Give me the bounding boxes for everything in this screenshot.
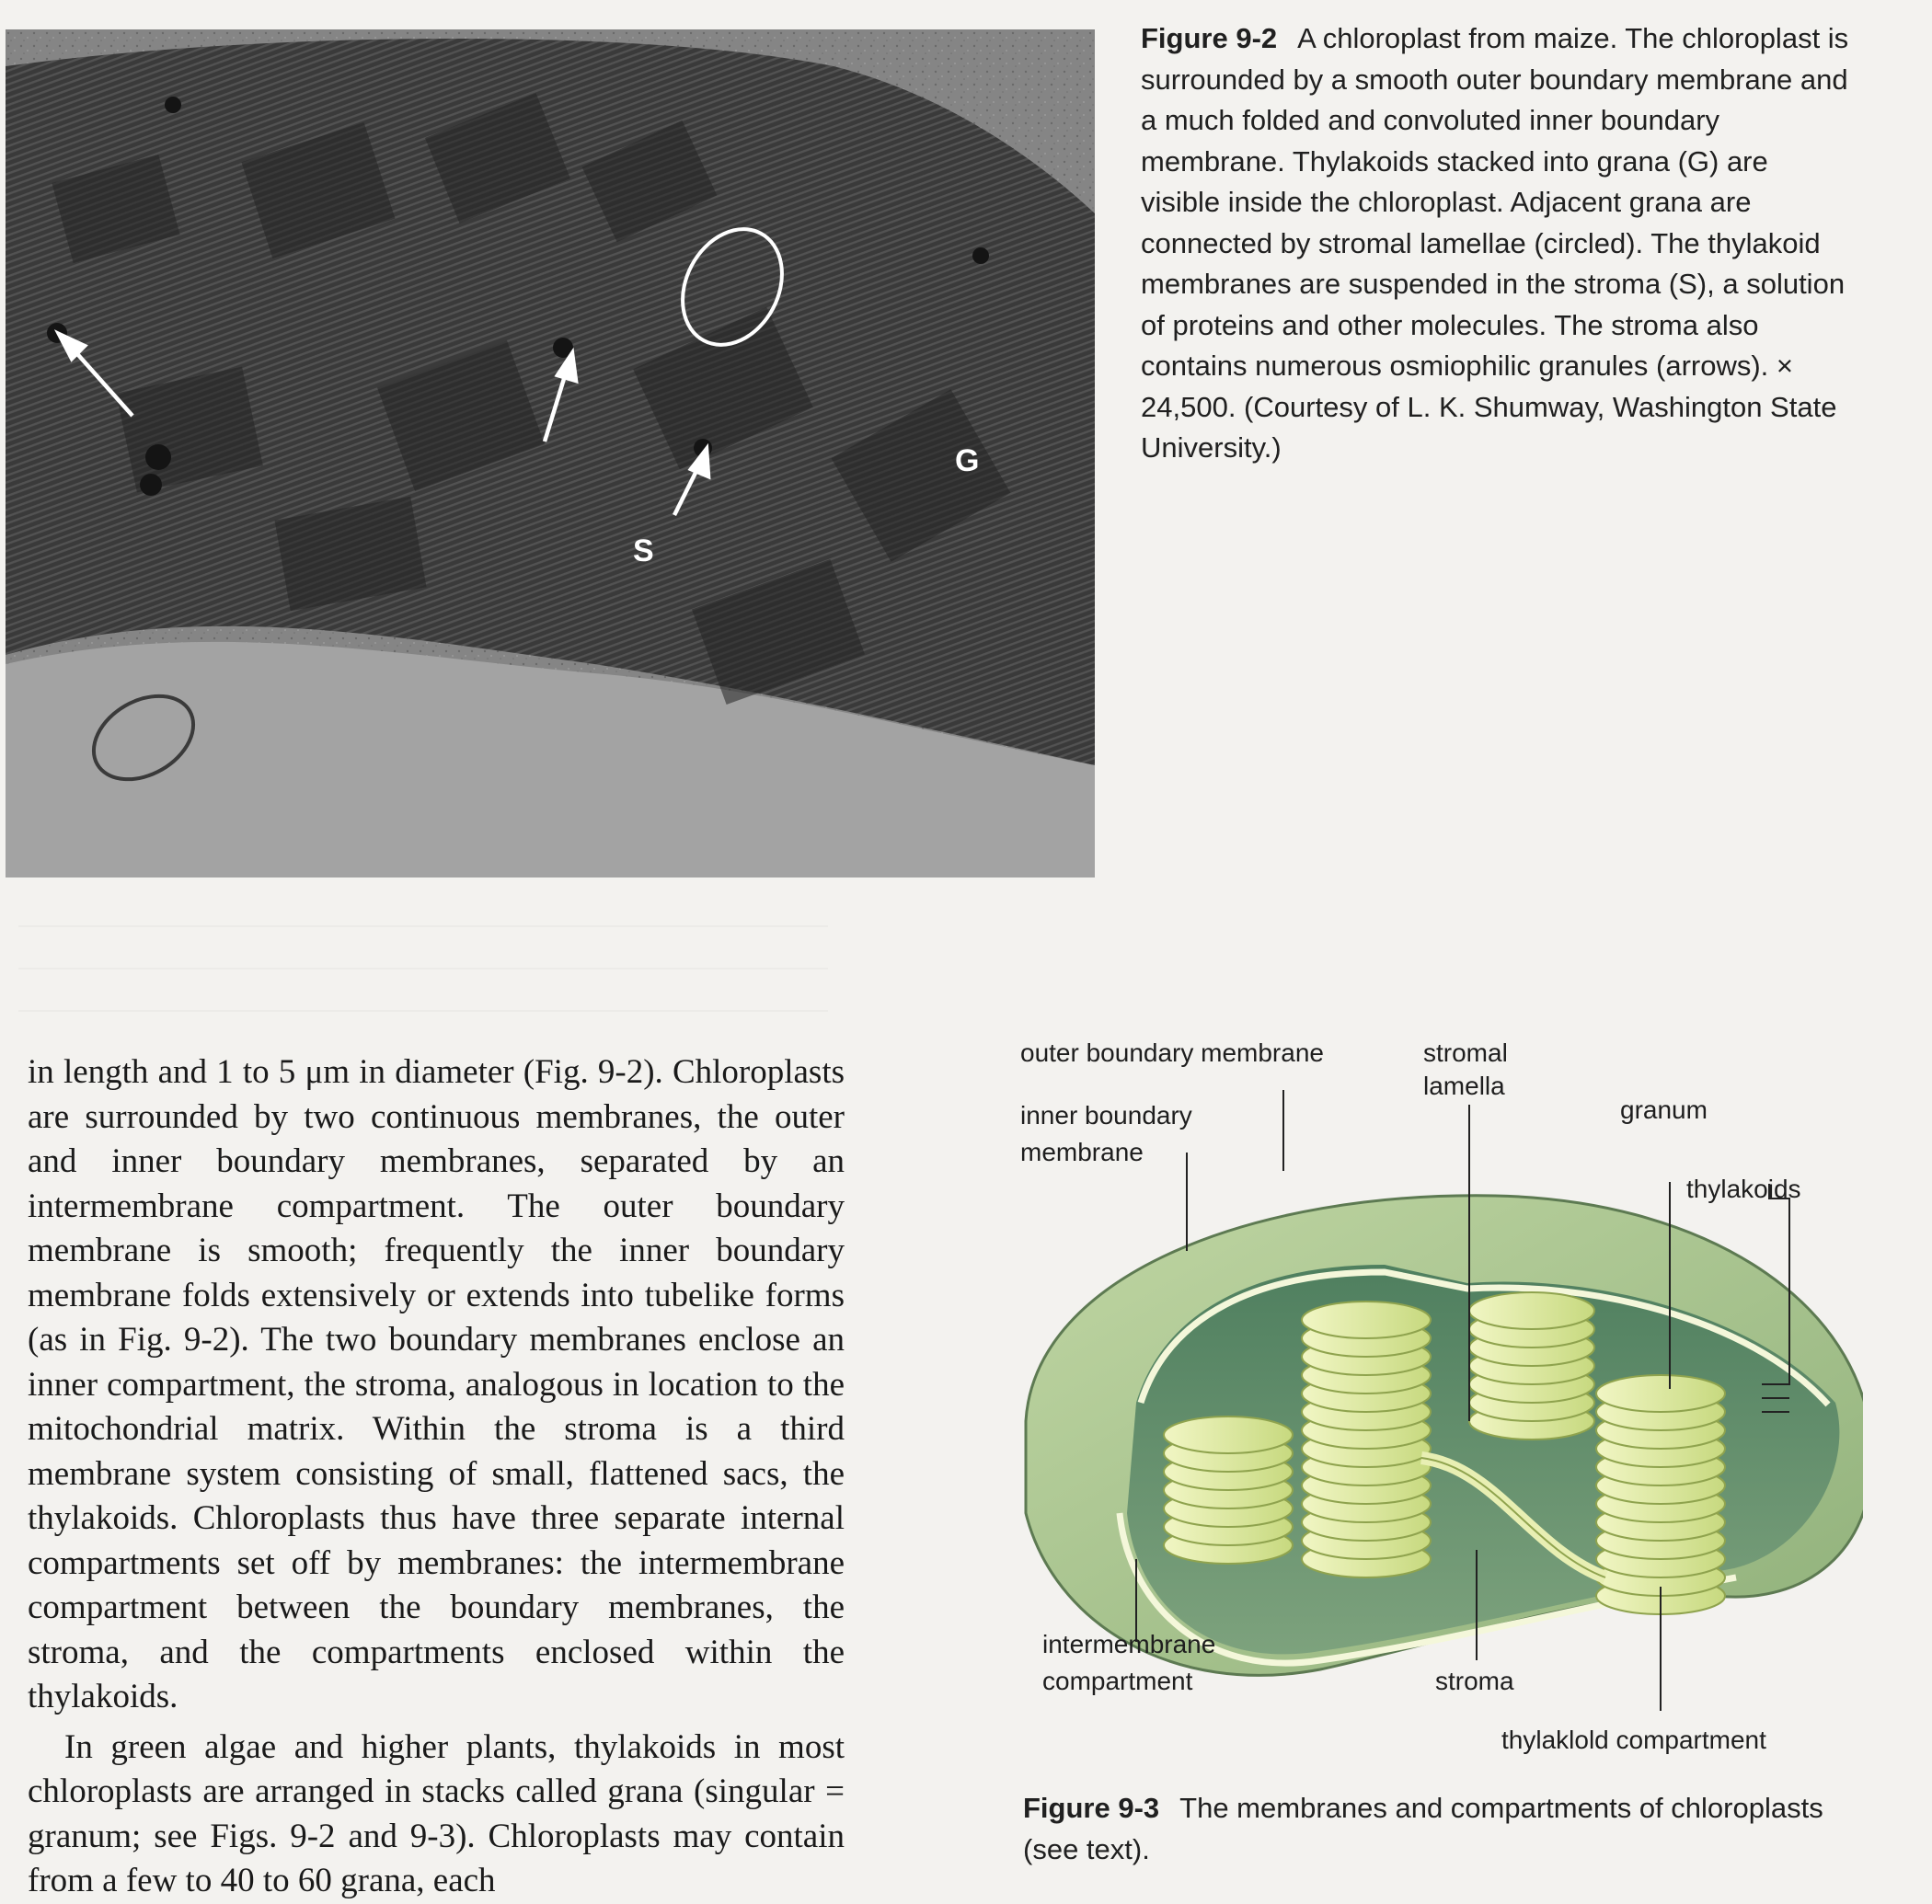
figure-9-2-text: A chloroplast from maize. The chloroplast is surrounded by a smooth outer boundary membrane and a much folded and convoluted inner boundary membrane. Thylakoids stacked into grana (G) are visible inside the chloroplast. Adjacent grana are connected by stromal lamellae (circled). The thylakoid membranes are suspended in the stroma (S), a solution of proteins and other molecules. The stroma also contains numerous osmiophilic granules (arrows). × 24,500. (Courtesy of L. K. Shumway, Washington State University.) <box>1141 22 1849 464</box>
label-inner-boundary-membrane-line1: inner boundary <box>1020 1101 1192 1130</box>
body-paragraph-2: In green algae and higher plants, thylakoids in most chloroplasts are arranged in stacks called grana (singular = granum; see Figs. 9-2 and 9-3). Chloroplasts may contain from a few to 40 to 60 grana, each <box>28 1727 845 1899</box>
body-paragraph-1: in length and 1 to 5 μm in diameter (Fig. 9-2). Chloroplasts are surrounded by two continuous membranes, the outer and inner boundary membranes, separated by an intermembrane compartment. The outer boundary membrane is smooth; frequently the inner boundary membrane folds extensively or extends into tubelike forms (as in Fig. 9-2). The two boundary membranes enclose an inner compartment, the stroma, analogous in location to the mitochondrial matrix. Within the stroma is a third membrane system consisting of small, flattened sacs, the thylakoids. Chloroplasts thus have three separate internal compartments set off by membranes: the intermembrane compartment between the boundary membranes, the stroma, and the compartments enclosed within the thylakoids. <box>28 1053 845 1715</box>
figure-9-2-caption <box>1141 18 1849 469</box>
bleed-through-text <box>18 885 828 1012</box>
label-outer-boundary-membrane: outer boundary membrane <box>1020 1038 1324 1067</box>
label-intermembrane-compartment-line1: intermembrane <box>1042 1630 1216 1658</box>
label-granum: granum <box>1620 1095 1708 1124</box>
figure-9-3-caption <box>1023 1788 1851 1870</box>
label-inner-boundary-membrane-line2: membrane <box>1020 1138 1144 1166</box>
label-stroma: stroma <box>1435 1667 1514 1695</box>
label-s: S <box>633 533 654 568</box>
label-stromal-lamella-line2: lamella <box>1423 1072 1505 1100</box>
label-g: G <box>955 443 980 478</box>
label-intermembrane-compartment-line2: compartment <box>1042 1667 1193 1695</box>
chloroplast-diagram <box>1017 1035 1863 1771</box>
body-text <box>28 1050 845 1904</box>
figure-9-3-text: The membranes and compartments of chloroplasts (see text). <box>1023 1792 1823 1865</box>
label-thylakoids: thylakoids <box>1686 1175 1801 1203</box>
label-stromal-lamella-line1: stromal <box>1423 1038 1508 1067</box>
figure-9-2-label: Figure 9-2 <box>1141 22 1278 54</box>
label-thylakoid-compartment: thylaklold compartment <box>1501 1726 1766 1754</box>
chloroplast-micrograph <box>6 29 1095 877</box>
figure-9-3-label: Figure 9-3 <box>1023 1792 1160 1824</box>
